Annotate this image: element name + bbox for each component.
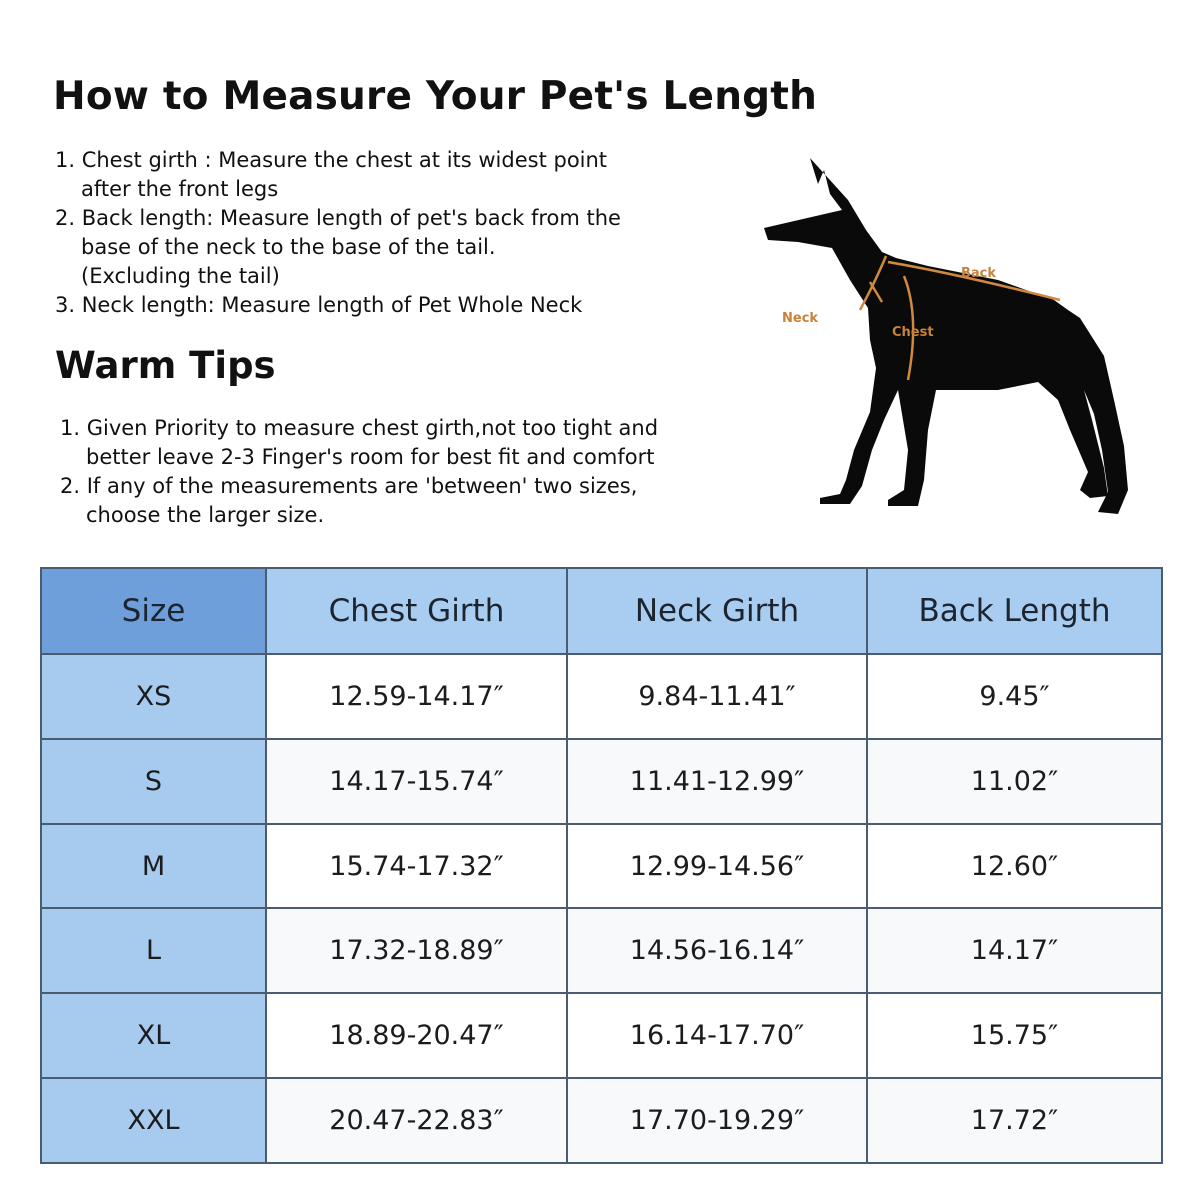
- back-length-cell: 15.75″: [867, 993, 1162, 1078]
- neck-girth-cell: 9.84-11.41″: [567, 654, 867, 739]
- size-chart-table: [40, 567, 1163, 1164]
- table-row: [41, 908, 1162, 993]
- back-length-cell: 11.02″: [867, 739, 1162, 824]
- table-row: [41, 739, 1162, 824]
- chest-girth-cell: 15.74-17.32″: [266, 824, 567, 909]
- tip-item: 1. Given Priority to measure chest girth,not too tight and better leave 2-3 Finger's room for best fit and comfort: [60, 416, 659, 469]
- chest-label: Chest: [892, 325, 934, 340]
- header-size: Size: [41, 568, 266, 654]
- table-row: [41, 824, 1162, 909]
- header-neck-girth: Neck Girth: [567, 568, 867, 654]
- warm-tips-list: [60, 414, 740, 530]
- size-cell: M: [41, 824, 266, 909]
- warm-tips-title: Warm Tips: [55, 344, 276, 387]
- size-cell: XXL: [41, 1078, 266, 1163]
- chest-girth-cell: 20.47-22.83″: [266, 1078, 567, 1163]
- size-cell: L: [41, 908, 266, 993]
- back-label: Back: [961, 266, 997, 281]
- size-cell: S: [41, 739, 266, 824]
- back-length-cell: 14.17″: [867, 908, 1162, 993]
- table-row: [41, 993, 1162, 1078]
- measure-step-back: 2. Back length: Measure length of pet's back from the base of the neck to the base of the tail. (Excluding the tail): [55, 206, 621, 288]
- table-header-row: [41, 568, 1162, 654]
- neck-girth-cell: 14.56-16.14″: [567, 908, 867, 993]
- chest-girth-cell: 12.59-14.17″: [266, 654, 567, 739]
- measure-step-chest: 1. Chest girth : Measure the chest at its widest point after the front legs: [55, 148, 608, 201]
- chest-girth-cell: 14.17-15.74″: [266, 739, 567, 824]
- neck-girth-cell: 11.41-12.99″: [567, 739, 867, 824]
- chest-girth-cell: 18.89-20.47″: [266, 993, 567, 1078]
- size-cell: XL: [41, 993, 266, 1078]
- dog-silhouette-icon: [758, 150, 1158, 530]
- measure-instructions: [55, 146, 735, 320]
- header-back-length: Back Length: [867, 568, 1162, 654]
- chest-girth-cell: 17.32-18.89″: [266, 908, 567, 993]
- table-row: [41, 654, 1162, 739]
- measure-step-neck: 3. Neck length: Measure length of Pet Whole Neck: [55, 293, 583, 317]
- size-cell: XS: [41, 654, 266, 739]
- back-length-cell: 12.60″: [867, 824, 1162, 909]
- table-row: [41, 1078, 1162, 1163]
- neck-girth-cell: 16.14-17.70″: [567, 993, 867, 1078]
- dog-measurement-diagram: [758, 150, 1158, 530]
- back-length-cell: 17.72″: [867, 1078, 1162, 1163]
- header-chest-girth: Chest Girth: [266, 568, 567, 654]
- neck-label: Neck: [782, 311, 819, 326]
- neck-girth-cell: 12.99-14.56″: [567, 824, 867, 909]
- dog-silhouette: [764, 158, 1128, 514]
- neck-girth-cell: 17.70-19.29″: [567, 1078, 867, 1163]
- back-length-cell: 9.45″: [867, 654, 1162, 739]
- page-title: How to Measure Your Pet's Length: [53, 74, 818, 119]
- tip-item: 2. If any of the measurements are 'between' two sizes, choose the larger size.: [60, 474, 638, 527]
